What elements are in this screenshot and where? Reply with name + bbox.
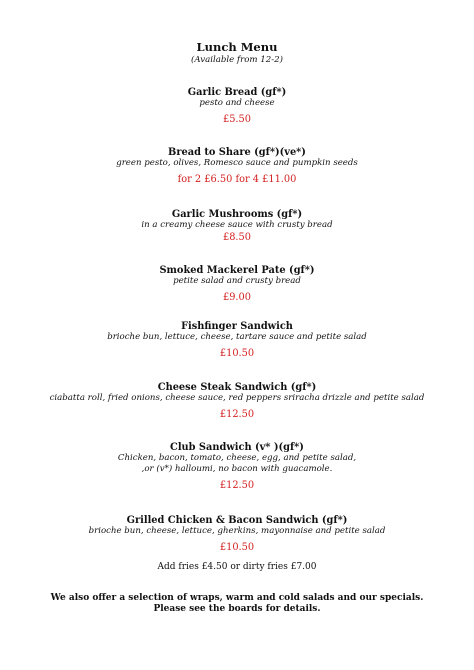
item-description: ,or (v*) halloumi, no bacon with guacamole. — [141, 464, 333, 474]
item-price: £10.50 — [219, 348, 255, 359]
item-name: Garlic Mushrooms (gf*) — [171, 209, 303, 220]
item-name: Bread to Share (gf*)(ve*) — [168, 147, 306, 158]
menu-title: Lunch Menu — [196, 40, 278, 54]
item-description: in a creamy cheese sauce with crusty bread — [141, 220, 333, 230]
item-description: ciabatta roll, fried onions, cheese sauce, red peppers sriracha drizzle and petite salad — [49, 393, 425, 403]
footer-line: We also offer a selection of wraps, warm and cold salads and our specials. — [50, 593, 424, 603]
item-price: £8.50 — [222, 232, 252, 243]
item-name: Smoked Mackerel Pate (gf*) — [159, 265, 315, 276]
item-description: green pesto, olives, Romesco sauce and pumpkin seeds — [116, 158, 358, 168]
item-description: petite salad and crusty bread — [173, 276, 301, 286]
item-description: brioche bun, lettuce, cheese, tartare sauce and petite salad — [107, 332, 367, 342]
item-description: Chicken, bacon, tomato, cheese, egg, and petite salad, — [117, 453, 357, 463]
item-name: Fishfinger Sandwich — [181, 321, 293, 332]
item-price: £9.00 — [222, 292, 252, 303]
extras-note: Add fries £4.50 or dirty fries £7.00 — [157, 562, 317, 572]
item-price: for 2 £6.50 for 4 £11.00 — [177, 174, 297, 185]
item-description: brioche bun, cheese, lettuce, gherkins, mayonnaise and petite salad — [88, 526, 386, 536]
item-name: Cheese Steak Sandwich (gf*) — [157, 382, 317, 393]
item-name: Grilled Chicken & Bacon Sandwich (gf*) — [126, 515, 348, 526]
item-name: Garlic Bread (gf*) — [187, 87, 287, 98]
item-description: pesto and cheese — [199, 98, 275, 108]
footer-line: Please see the boards for details. — [153, 604, 321, 614]
item-price: £12.50 — [219, 480, 255, 491]
item-price: £5.50 — [222, 114, 252, 125]
menu-subtitle: (Available from 12-2) — [191, 55, 283, 65]
item-price: £12.50 — [219, 409, 255, 420]
item-price: £10.50 — [219, 542, 255, 553]
item-name: Club Sandwich (v* )(gf*) — [170, 442, 304, 453]
